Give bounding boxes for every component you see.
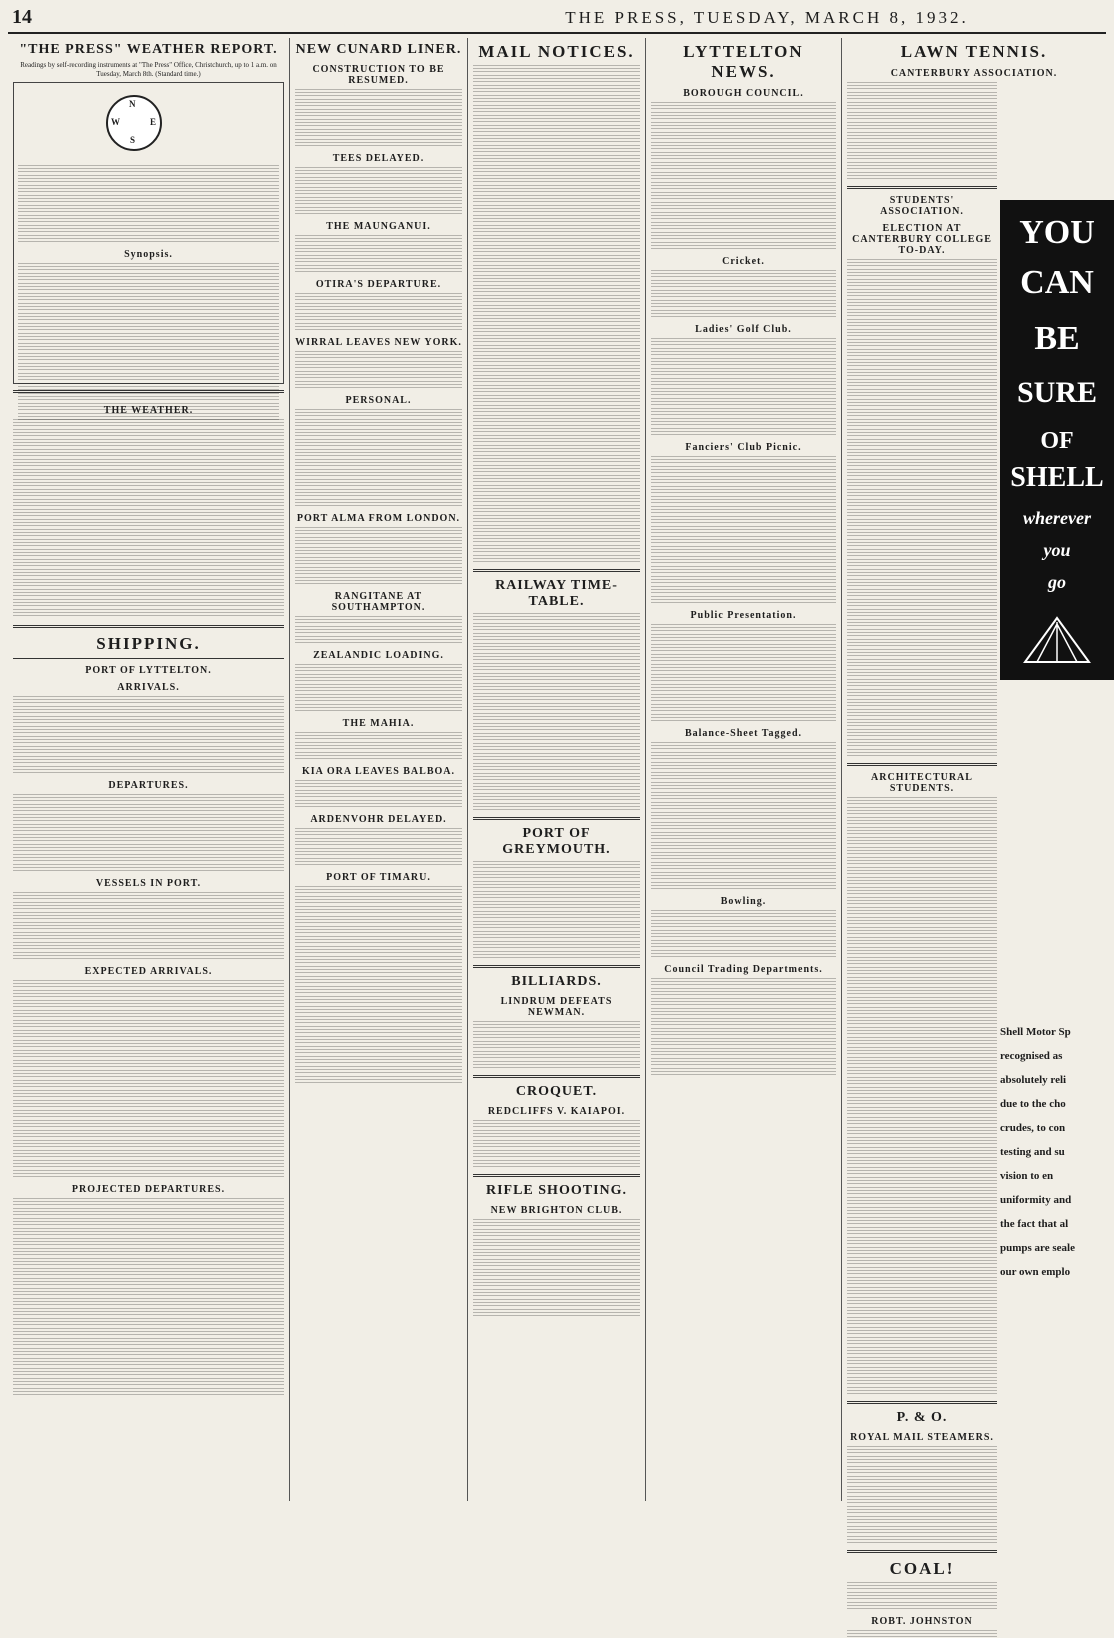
railway-timetable-heading: RAILWAY TIME-TABLE. bbox=[495, 578, 618, 609]
ladies-golf-heading: Ladies' Golf Club. bbox=[695, 324, 792, 335]
cunard-liner-heading: NEW CUNARD LINER. bbox=[295, 42, 462, 57]
shell-line-8: uniformity and bbox=[1000, 1194, 1072, 1206]
borough-council-heading: BOROUGH COUNCIL. bbox=[683, 88, 804, 99]
johnston-heading: ROBT. JOHNSTON bbox=[871, 1616, 973, 1627]
canterbury-association-heading: CANTERBURY ASSOCIATION. bbox=[890, 68, 1058, 79]
column-lyttelton-news bbox=[646, 38, 842, 1501]
architectural-students-heading: ARCHITECTURAL STUDENTS. bbox=[871, 772, 973, 794]
zealandic-heading: ZEALANDIC LOADING. bbox=[313, 650, 444, 661]
projected-departures-heading: PROJECTED DEPARTURES. bbox=[71, 1184, 226, 1196]
port-timaru-heading: PORT OF TIMARU. bbox=[326, 872, 431, 883]
ad-word-wherever: wherever bbox=[1023, 508, 1091, 528]
cunard-subheading: CONSTRUCTION TO BE RESUMED. bbox=[312, 64, 445, 86]
ad-word-you-2: you bbox=[1043, 540, 1071, 560]
rifle-subheading: NEW BRIGHTON CLUB. bbox=[490, 1205, 623, 1216]
shell-line-4: due to the cho bbox=[1000, 1098, 1066, 1110]
vessels-in-port-heading: VESSELS IN PORT. bbox=[95, 878, 202, 890]
ad-word-sure: SURE bbox=[1016, 376, 1098, 409]
expected-arrivals-heading: EXPECTED ARRIVALS. bbox=[84, 966, 213, 978]
shell-line-6: testing and su bbox=[1000, 1146, 1065, 1158]
p-and-o-heading: P. & O. bbox=[896, 1410, 948, 1425]
page-title: THE PRESS, TUESDAY, MARCH 8, 1932. bbox=[565, 8, 969, 27]
shell-line-9: the fact that al bbox=[1000, 1218, 1069, 1230]
weather-report-heading: "THE PRESS" WEATHER REPORT. bbox=[19, 42, 278, 57]
ad-word-go: go bbox=[1048, 572, 1066, 592]
billiards-subheading: LINDRUM DEFEATS NEWMAN. bbox=[500, 996, 613, 1018]
ad-word-can: CAN bbox=[1020, 264, 1094, 301]
ardenvohr-heading: ARDENVOHR DELAYED. bbox=[310, 814, 447, 825]
council-trading-heading: Council Trading Departments. bbox=[664, 964, 823, 975]
personal-heading: PERSONAL. bbox=[345, 395, 412, 406]
shell-line-10: pumps are seale bbox=[1000, 1242, 1075, 1254]
public-presentation-heading: Public Presentation. bbox=[690, 610, 797, 621]
cricket-heading: Cricket. bbox=[722, 256, 765, 267]
maunganui-heading: THE MAUNGANUI. bbox=[326, 221, 431, 232]
port-alma-heading: PORT ALMA FROM LONDON. bbox=[296, 513, 461, 524]
weather-subheading: Readings by self-recording instruments at "The Press" Office, Christchurch, up to 1 a.m. on Tuesday, March 8th. (Standard time.) bbox=[20, 61, 277, 78]
shell-advertisement bbox=[1000, 200, 1114, 680]
billiards-heading: BILLIARDS. bbox=[511, 974, 602, 989]
ad-word-you: YOU bbox=[1019, 214, 1095, 251]
column-shipping-news bbox=[290, 38, 468, 1501]
royal-mail-heading: ROYAL MAIL STEAMERS. bbox=[850, 1432, 994, 1443]
rifle-shooting-heading: RIFLE SHOOTING. bbox=[485, 1183, 628, 1198]
page-number: 14 bbox=[12, 6, 32, 28]
shell-line-1: Shell Motor Sp bbox=[1000, 1026, 1071, 1038]
column-weather-shipping bbox=[8, 38, 290, 1501]
shell-line-7: vision to en bbox=[1000, 1170, 1054, 1182]
arrivals-heading: ARRIVALS. bbox=[117, 682, 180, 694]
bowling-heading: Bowling. bbox=[720, 896, 767, 907]
shipping-heading: SHIPPING. bbox=[96, 634, 201, 654]
page-header bbox=[8, 2, 1106, 34]
port-greymouth-heading: PORT OF GREYMOUTH. bbox=[502, 826, 611, 857]
rangitane-heading: RANGITANE AT SOUTHAMPTON. bbox=[331, 591, 426, 613]
shell-line-5: crudes, to con bbox=[1000, 1122, 1066, 1134]
balance-sheet-heading: Balance-Sheet Tagged. bbox=[684, 728, 803, 739]
wind-dial-icon: N E S W bbox=[106, 95, 162, 151]
port-lyttelton-heading: PORT OF LYTTELTON. bbox=[85, 665, 212, 677]
synopsis-heading: Synopsis. bbox=[124, 249, 173, 261]
lyttelton-news-heading: LYTTELTON NEWS. bbox=[683, 42, 804, 81]
mail-notices-heading: MAIL NOTICES. bbox=[478, 42, 635, 61]
column-mail-railway bbox=[468, 38, 646, 1501]
shell-line-3: absolutely reli bbox=[1000, 1074, 1067, 1086]
croquet-subheading: REDCLIFFS V. KAIAPOI. bbox=[487, 1106, 626, 1117]
shell-line-11: our own emplo bbox=[1000, 1266, 1071, 1278]
departures-heading: DEPARTURES. bbox=[108, 780, 189, 792]
election-subheading: ELECTION AT CANTERBURY COLLEGE TO-DAY. bbox=[852, 223, 992, 256]
kia-ora-heading: KIA ORA LEAVES BALBOA. bbox=[302, 766, 455, 777]
wirral-heading: WIRRAL LEAVES NEW YORK. bbox=[295, 337, 462, 348]
fanciers-picnic-heading: Fanciers' Club Picnic. bbox=[685, 442, 802, 453]
croquet-heading: CROQUET. bbox=[515, 1084, 598, 1099]
students-association-heading: STUDENTS' ASSOCIATION. bbox=[880, 195, 964, 217]
mahia-heading: THE MAHIA. bbox=[342, 718, 415, 729]
lawn-tennis-heading: LAWN TENNIS. bbox=[900, 42, 1048, 61]
ad-word-be: BE bbox=[1034, 320, 1080, 357]
weather-readings bbox=[18, 163, 279, 423]
shell-logo-icon bbox=[1017, 610, 1097, 670]
otira-heading: OTIRA'S DEPARTURE. bbox=[315, 279, 442, 290]
ad-word-shell: SHELL bbox=[1010, 462, 1104, 493]
shell-line-2: recognised as bbox=[1000, 1050, 1063, 1062]
ad-word-of: OF bbox=[1040, 428, 1074, 454]
weather-instrument-panel bbox=[13, 82, 284, 384]
the-weather-heading: THE WEATHER. bbox=[103, 405, 194, 417]
coal-heading: COAL! bbox=[889, 1559, 955, 1578]
tees-delayed-heading: TEES DELAYED. bbox=[332, 153, 425, 164]
weather-and-dominion-block bbox=[13, 399, 284, 619]
shell-motor-spirit-text bbox=[1000, 1020, 1114, 1280]
